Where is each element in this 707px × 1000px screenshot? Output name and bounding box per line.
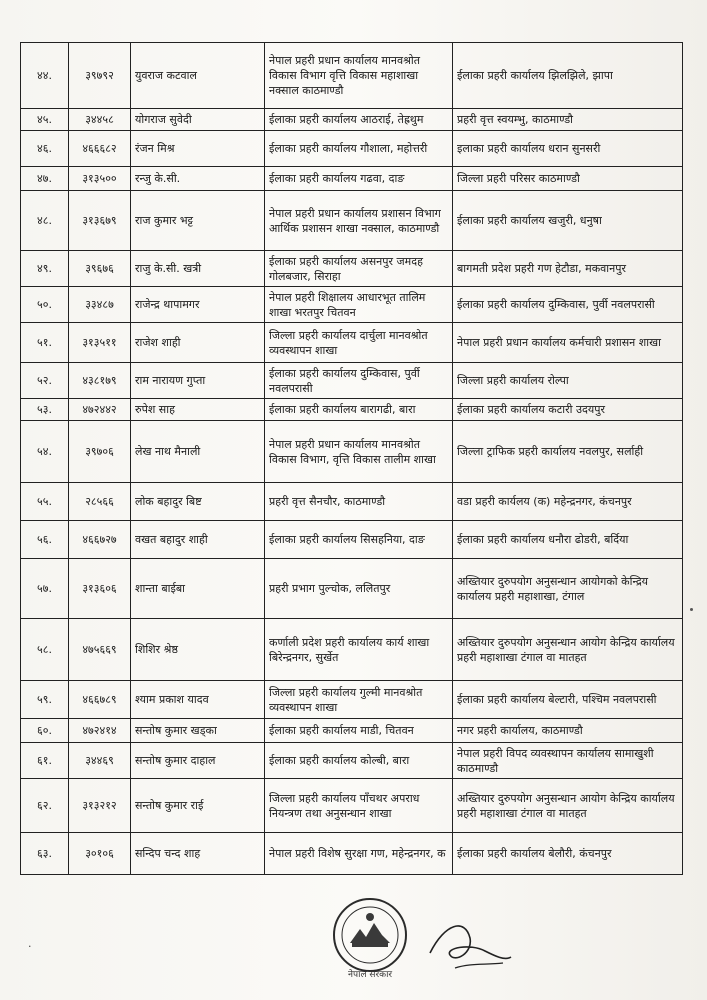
row-serial: ४७. — [21, 167, 69, 191]
row-new-office: वडा प्रहरी कार्यलय (क) महेन्द्रनगर, कंचनपुर — [453, 483, 683, 521]
row-new-office: जिल्ला ट्राफिक प्रहरी कार्यालय नवलपुर, सर्लाही — [453, 421, 683, 483]
signature-icon — [425, 913, 515, 973]
row-new-office: ईलाका प्रहरी कार्यालय कटारी उदयपुर — [453, 399, 683, 421]
row-serial: ५२. — [21, 363, 69, 399]
table-row — [21, 251, 683, 287]
row-current-office: ईलाका प्रहरी कार्यालय असनपुर जमदह गोलबजार, सिराहा — [265, 251, 453, 287]
row-employee-name: सन्तोष कुमार दाहाल — [131, 743, 265, 779]
row-current-office: ईलाका प्रहरी कार्यालय माडी, चितवन — [265, 719, 453, 743]
row-serial: ५६. — [21, 521, 69, 559]
row-police-id: ३३४८७ — [69, 287, 131, 323]
table-row — [21, 363, 683, 399]
row-serial: ६१. — [21, 743, 69, 779]
row-employee-name: राजेन्द्र थापामगर — [131, 287, 265, 323]
row-current-office: जिल्ला प्रहरी कार्यालय दार्चुला मानवश्रोत व्यवस्थापन शाखा — [265, 323, 453, 363]
row-current-office: नेपाल प्रहरी प्रधान कार्यालय मानवश्रोत विकास विभाग वृत्ति विकास महाशाखा नक्साल काठमाण्डौ — [265, 43, 453, 109]
row-new-office: अख्तियार दुरुपयोग अनुसन्धान आयोग केन्द्रिय कार्यालय प्रहरी महाशाखा टंगाल वा मातहत — [453, 779, 683, 833]
row-current-office: जिल्ला प्रहरी कार्यालय पाँचथर अपराध नियन्त्रण तथा अनुसन्धान शाखा — [265, 779, 453, 833]
row-police-id: ३०१०६ — [69, 833, 131, 875]
row-employee-name: राजेश शाही — [131, 323, 265, 363]
row-serial: ५७. — [21, 559, 69, 619]
row-current-office: नेपाल प्रहरी विशेष सुरक्षा गण, महेन्द्रनगर, क — [265, 833, 453, 875]
row-serial: ६२. — [21, 779, 69, 833]
row-new-office: इलाका प्रहरी कार्यालय धरान सुनसरी — [453, 131, 683, 167]
row-police-id: ३१३६७९ — [69, 191, 131, 251]
table-row — [21, 833, 683, 875]
row-new-office: अख्तियार दुरुपयोग अनुसन्धान आयोग केन्द्रिय कार्यालय प्रहरी महाशाखा टंगाल वा मातहत — [453, 619, 683, 681]
row-employee-name: लोक बहादुर बिष्ट — [131, 483, 265, 521]
table-row — [21, 421, 683, 483]
row-current-office: कर्णाली प्रदेश प्रहरी कार्यालय कार्य शाखा बिरेन्द्रनगर, सुर्खेत — [265, 619, 453, 681]
row-serial: ५५. — [21, 483, 69, 521]
table-row — [21, 779, 683, 833]
stray-mark — [690, 608, 693, 611]
row-new-office: बागमती प्रदेश प्रहरी गण हेटौडा, मकवानपुर — [453, 251, 683, 287]
row-employee-name: श्याम प्रकाश यादव — [131, 681, 265, 719]
office-stamp-area — [330, 895, 530, 995]
row-police-id: ३१३५११ — [69, 323, 131, 363]
table-row — [21, 131, 683, 167]
row-employee-name: रन्जु के.सी. — [131, 167, 265, 191]
row-police-id: २८५६६ — [69, 483, 131, 521]
row-new-office: नेपाल प्रहरी विपद व्यवस्थापन कार्यालय सामाखुशी काठमाण्डौ — [453, 743, 683, 779]
row-current-office: ईलाका प्रहरी कार्यालय कोल्बी, बारा — [265, 743, 453, 779]
row-employee-name: युवराज कटवाल — [131, 43, 265, 109]
row-current-office: ईलाका प्रहरी कार्यालय दुम्किवास, पुर्वी नवलपरासी — [265, 363, 453, 399]
row-current-office: प्रहरी प्रभाग पुल्चोक, ललितपुर — [265, 559, 453, 619]
table-row — [21, 719, 683, 743]
row-new-office: अख्तियार दुरुपयोग अनुसन्धान आयोगको केन्द्रिय कार्यालय प्रहरी महाशाखा, टंगाल — [453, 559, 683, 619]
margin-mark: · — [28, 940, 32, 953]
row-serial: ६३. — [21, 833, 69, 875]
row-current-office: नेपाल प्रहरी प्रधान कार्यालय प्रशासन विभाग आर्थिक प्रशासन शाखा नक्साल, काठमाण्डौ — [265, 191, 453, 251]
row-serial: ५३. — [21, 399, 69, 421]
row-serial: ४४. — [21, 43, 69, 109]
row-police-id: ३४४५८ — [69, 109, 131, 131]
row-current-office: नेपाल प्रहरी प्रधान कार्यालय मानवश्रोत विकास विभाग, वृत्ति विकास तालीम शाखा — [265, 421, 453, 483]
transfer-roster-table — [20, 42, 683, 875]
row-police-id: ४७२४१४ — [69, 719, 131, 743]
row-serial: ४९. — [21, 251, 69, 287]
roster-body — [21, 43, 683, 875]
row-police-id: ४३८१७९ — [69, 363, 131, 399]
row-employee-name: सन्तोष कुमार खड्का — [131, 719, 265, 743]
row-current-office: ईलाका प्रहरी कार्यालय सिसहनिया, दाङ — [265, 521, 453, 559]
row-new-office: ईलाका प्रहरी कार्यालय धनौरा ढोडरी, बर्दिया — [453, 521, 683, 559]
table-row — [21, 43, 683, 109]
row-police-id: ४६६७८९ — [69, 681, 131, 719]
row-new-office: नगर प्रहरी कार्यालय, काठमाण्डौ — [453, 719, 683, 743]
row-police-id: ३१३२१२ — [69, 779, 131, 833]
row-police-id: ३९७९२ — [69, 43, 131, 109]
government-seal-icon — [330, 895, 410, 975]
row-serial: ५१. — [21, 323, 69, 363]
row-current-office: ईलाका प्रहरी कार्यालय गढवा, दाङ — [265, 167, 453, 191]
row-police-id: ३१३५०० — [69, 167, 131, 191]
row-current-office: प्रहरी वृत्त सैनचौर, काठमाण्डौ — [265, 483, 453, 521]
row-new-office: जिल्ला प्रहरी कार्यालय रोल्पा — [453, 363, 683, 399]
row-current-office: ईलाका प्रहरी कार्यालय गौशाला, महोत्तरी — [265, 131, 453, 167]
table-row — [21, 521, 683, 559]
table-row — [21, 109, 683, 131]
row-employee-name: सन्तोष कुमार राई — [131, 779, 265, 833]
row-police-id: ३४४६९ — [69, 743, 131, 779]
row-employee-name: योगराज सुवेदी — [131, 109, 265, 131]
row-serial: ६०. — [21, 719, 69, 743]
row-employee-name: वखत बहादुर शाही — [131, 521, 265, 559]
row-employee-name: राजु के.सी. खत्री — [131, 251, 265, 287]
row-serial: ४८. — [21, 191, 69, 251]
row-serial: ४५. — [21, 109, 69, 131]
row-police-id: ४७२४४२ — [69, 399, 131, 421]
table-row — [21, 681, 683, 719]
row-employee-name: रंजन मिश्र — [131, 131, 265, 167]
row-police-id: ४७५६६९ — [69, 619, 131, 681]
row-police-id: ३९७०६ — [69, 421, 131, 483]
row-police-id: ३९६७६ — [69, 251, 131, 287]
row-serial: ५८. — [21, 619, 69, 681]
row-serial: ५९. — [21, 681, 69, 719]
table-row — [21, 559, 683, 619]
row-serial: ५४. — [21, 421, 69, 483]
row-current-office: ईलाका प्रहरी कार्यालय आठराई, तेह्रथुम — [265, 109, 453, 131]
table-row — [21, 483, 683, 521]
row-employee-name: शान्ता बाईबा — [131, 559, 265, 619]
row-police-id: ४६६६८२ — [69, 131, 131, 167]
row-police-id: ४६६७२७ — [69, 521, 131, 559]
row-employee-name: रुपेश साह — [131, 399, 265, 421]
row-new-office: ईलाका प्रहरी कार्यालय बेल्टारी, पश्चिम नवलपरासी — [453, 681, 683, 719]
row-new-office: ईलाका प्रहरी कार्यालय खजुरी, धनुषा — [453, 191, 683, 251]
table-row — [21, 323, 683, 363]
row-current-office: ईलाका प्रहरी कार्यालय बारागढी, बारा — [265, 399, 453, 421]
table-row — [21, 399, 683, 421]
row-new-office: प्रहरी वृत्त स्वयम्भु, काठमाण्डौ — [453, 109, 683, 131]
row-new-office: जिल्ला प्रहरी परिसर काठमाण्डौ — [453, 167, 683, 191]
row-employee-name: लेख नाथ मैनाली — [131, 421, 265, 483]
row-employee-name: सन्दिप चन्द शाह — [131, 833, 265, 875]
row-new-office: ईलाका प्रहरी कार्यालय दुम्किवास, पुर्वी नवलपरासी — [453, 287, 683, 323]
table-row — [21, 743, 683, 779]
row-new-office: ईलाका प्रहरी कार्यालय झिलझिले, झापा — [453, 43, 683, 109]
row-current-office: जिल्ला प्रहरी कार्यालय गुल्मी मानवश्रोत व्यवस्थापन शाखा — [265, 681, 453, 719]
table-row — [21, 287, 683, 323]
row-new-office: नेपाल प्रहरी प्रधान कार्यालय कर्मचारी प्रशासन शाखा — [453, 323, 683, 363]
row-serial: ५०. — [21, 287, 69, 323]
table-row — [21, 619, 683, 681]
row-police-id: ३१३६०६ — [69, 559, 131, 619]
row-serial: ४६. — [21, 131, 69, 167]
row-current-office: नेपाल प्रहरी शिक्षालय आधारभूत तालिम शाखा भरतपुर चितवन — [265, 287, 453, 323]
table-row — [21, 191, 683, 251]
seal-text: नेपाल सरकार — [348, 970, 393, 980]
row-new-office: ईलाका प्रहरी कार्यालय बेलौरी, कंचनपुर — [453, 833, 683, 875]
row-employee-name: राज कुमार भट्ट — [131, 191, 265, 251]
table-row — [21, 167, 683, 191]
row-employee-name: शिशिर श्रेष्ठ — [131, 619, 265, 681]
row-employee-name: राम नारायण गुप्ता — [131, 363, 265, 399]
